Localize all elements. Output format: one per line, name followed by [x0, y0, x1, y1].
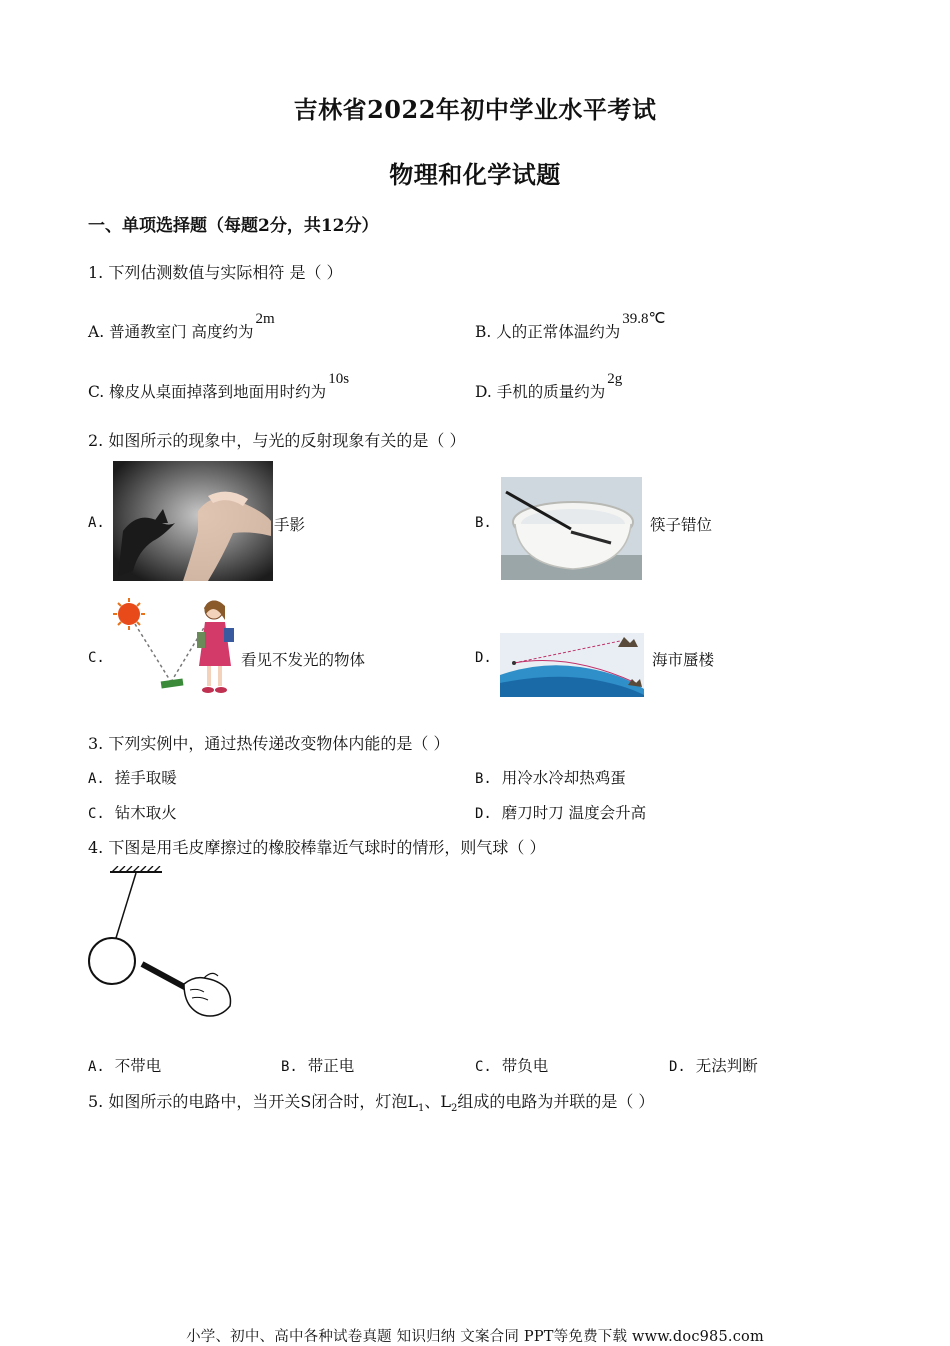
mirage-illustration: [500, 633, 644, 697]
page-title: 吉林省2022年初中学业水平考试: [293, 95, 657, 124]
question-2-option-c-caption: 看见不发光的物体: [241, 651, 366, 669]
book-icon: [161, 678, 184, 688]
question-3-option-b: B. 用冷水冷却热鸡蛋: [475, 769, 626, 787]
ceiling-icon: [110, 866, 162, 872]
section-heading: 一、单项选择题（每题2分，共12分）: [88, 216, 379, 236]
hand-icon: [184, 973, 231, 1016]
question-3-option-c: C. 钻木取火: [88, 804, 177, 822]
observer-icon: [512, 661, 516, 665]
sun-icon: [113, 598, 145, 630]
question-2-stem: 2. 如图所示的现象中，与光的反射现象有关的是（ ）: [88, 431, 466, 450]
question-2-option-a-letter: A.: [88, 515, 105, 531]
question-4-option-c: C. 带负电: [475, 1057, 549, 1075]
hand-shadow-photo: [113, 461, 273, 581]
question-3-stem: 3. 下列实例中，通过热传递改变物体内能的是（ ）: [88, 734, 450, 753]
question-2-option-c-letter: C.: [88, 650, 105, 666]
question-1-option-a: A. 普通教室门 高度约为2m: [88, 311, 275, 341]
balloon-icon: [89, 938, 135, 984]
question-3-option-d: D. 磨刀时刀 温度会升高: [475, 804, 647, 822]
sun-girl-book-illustration: [113, 596, 238, 696]
question-1-option-c: C. 橡皮从桌面掉落到地面用时约为10s: [88, 371, 350, 401]
question-1-stem: 1. 下列估测数值与实际相符 是（ ）: [88, 263, 343, 282]
question-2-option-d-letter: D.: [475, 650, 492, 666]
chopstick-bowl-photo: [501, 477, 642, 580]
rubber-rod-icon: [142, 964, 190, 990]
girl-icon: [197, 600, 234, 693]
string-icon: [116, 873, 136, 938]
question-2-option-b-caption: 筷子错位: [650, 516, 713, 534]
question-4-option-d: D. 无法判断: [669, 1057, 758, 1075]
page-subtitle: 物理和化学试题: [389, 160, 561, 189]
question-3-option-a: A. 搓手取暖: [88, 769, 177, 787]
question-1-option-b: B. 人的正常体温约为39.8℃: [475, 311, 666, 341]
question-2-option-b-letter: B.: [475, 515, 492, 531]
balloon-rod-diagram: [86, 866, 236, 1026]
question-4-option-b: B. 带正电: [281, 1057, 355, 1075]
question-2-option-a-caption: 手影: [274, 516, 306, 534]
question-4-stem: 4. 下图是用毛皮摩擦过的橡胶棒靠近气球时的情形，则气球（ ）: [88, 838, 546, 857]
question-1-option-d: D. 手机的质量约为2g: [475, 371, 623, 401]
question-4-option-a: A. 不带电: [88, 1057, 162, 1075]
question-5-stem: 5. 如图所示的电路中，当开关S闭合时，灯泡$L_1$、$L_2$组成的电路为并联的是（ ）: [88, 1092, 655, 1114]
page-footer: 小学、初中、高中各种试卷真题 知识归纳 文案合同 PPT等免费下载 www.doc985.com: [186, 1329, 764, 1345]
question-2-option-d-caption: 海市蜃楼: [652, 651, 715, 669]
